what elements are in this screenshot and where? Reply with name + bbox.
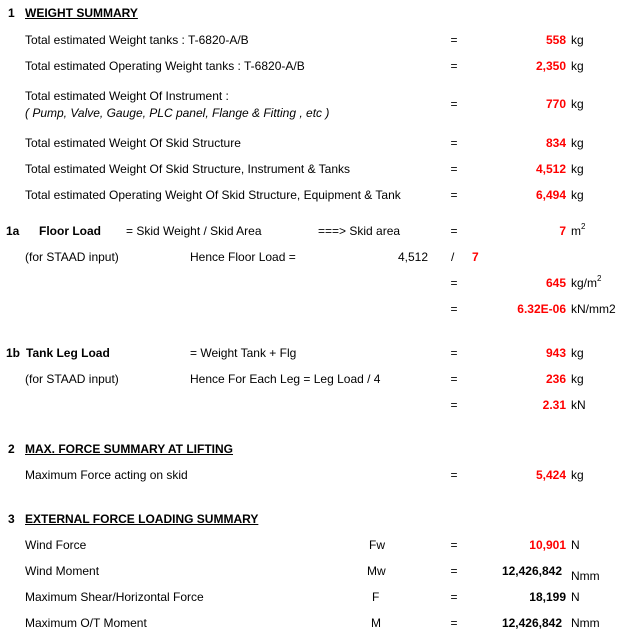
row-value: 558 <box>545 33 566 47</box>
row-label: Total estimated Operating Weight Of Skid Structure, Equipment & Tank <box>25 188 401 202</box>
force-label: Wind Force <box>25 538 87 552</box>
section-3-title: EXTERNAL FORCE LOADING SUMMARY <box>25 512 259 526</box>
force-value: 12,426,842 <box>501 616 562 630</box>
force-symbol: Mw <box>367 564 386 578</box>
equals-sign: = <box>450 33 458 47</box>
hence-floor-load: Hence Floor Load = <box>190 250 296 264</box>
floor-load-numerator: 4,512 <box>398 250 429 264</box>
tank-load-unit: kg <box>571 346 584 360</box>
force-unit: N <box>571 538 580 552</box>
row-unit: kg <box>571 162 584 176</box>
row-label: Total estimated Weight tanks : T-6820-A/B <box>25 33 249 47</box>
section-1a-title: Floor Load <box>39 224 101 238</box>
force-label: Maximum O/T Moment <box>25 616 147 630</box>
equals-sign: = <box>450 59 458 73</box>
section-1b-title: Tank Leg Load <box>26 346 110 360</box>
equals-sign: = <box>450 616 458 630</box>
leg-load-value: 236 <box>545 372 566 386</box>
equals-sign: = <box>450 468 458 482</box>
force-unit: Nmm <box>571 616 600 630</box>
section-3-number: 3 <box>8 512 15 526</box>
section-1-number: 1 <box>8 6 15 20</box>
section-1-title: WEIGHT SUMMARY <box>25 6 138 20</box>
skid-area-unit: $m^2$ <box>571 222 586 238</box>
staad-note: (for STAAD input) <box>25 372 119 386</box>
equals-sign: = <box>450 538 458 552</box>
row-sublabel: ( Pump, Valve, Gauge, PLC panel, Flange & Fitting , etc ) <box>25 106 330 120</box>
equals-sign: = <box>450 398 458 412</box>
equals-sign: = <box>450 276 458 290</box>
force-symbol: F <box>372 590 380 604</box>
force-label: Wind Moment <box>25 564 100 578</box>
section-1a-number: 1a <box>6 224 20 238</box>
division-slash: / <box>451 250 455 264</box>
section-2-title: MAX. FORCE SUMMARY AT LIFTING <box>25 442 233 456</box>
equals-sign: = <box>450 346 458 360</box>
row-label: Total estimated Operating Weight tanks : T-6820-A/B <box>25 59 305 73</box>
force-value: 10,901 <box>529 538 566 552</box>
leg-load-unit: kg <box>571 372 584 386</box>
force-symbol: Fw <box>369 538 385 552</box>
row-value: 770 <box>545 97 566 111</box>
row-unit: kg <box>571 136 584 150</box>
skid-area-arrow: ===> Skid area <box>318 224 401 238</box>
floor-load-denominator: 7 <box>472 250 479 264</box>
skid-area-value: 7 <box>559 224 566 238</box>
force-unit: Nmm <box>571 569 600 583</box>
row-value: 2,350 <box>535 59 566 73</box>
row-unit: kg <box>571 33 584 47</box>
staad-note: (for STAAD input) <box>25 250 119 264</box>
force-symbol: M <box>371 616 381 630</box>
force-unit: N <box>571 590 580 604</box>
force-value: 18,199 <box>529 590 566 604</box>
floor-load-value: 645 <box>545 276 566 290</box>
equals-sign: = <box>450 302 458 316</box>
floor-load-unit: $kg/m^2$ <box>571 274 602 290</box>
leg-load-value-kn: 2.31 <box>542 398 566 412</box>
row-label: Total estimated Weight Of Skid Structure <box>25 136 241 150</box>
equals-sign: = <box>450 188 458 202</box>
force-value: 12,426,842 <box>501 564 562 578</box>
tank-leg-formula: = Weight Tank + Flg <box>190 346 297 360</box>
row-label: Total estimated Weight Of Skid Structure, Instrument & Tanks <box>25 162 351 176</box>
equals-sign: = <box>450 136 458 150</box>
section-2-number: 2 <box>8 442 15 456</box>
row-unit: kg <box>571 59 584 73</box>
equals-sign: = <box>450 224 458 238</box>
max-force-label: Maximum Force acting on skid <box>25 468 188 482</box>
tank-load-value: 943 <box>545 346 566 360</box>
max-force-value: 5,424 <box>535 468 566 482</box>
equals-sign: = <box>450 97 458 111</box>
equals-sign: = <box>450 162 458 176</box>
row-value: 834 <box>545 136 566 150</box>
floor-load-formula: = Skid Weight / Skid Area <box>126 224 262 238</box>
equals-sign: = <box>450 590 458 604</box>
force-label: Maximum Shear/Horizontal Force <box>25 590 204 604</box>
row-label: Total estimated Weight Of Instrument : <box>25 89 229 103</box>
hence-each-leg: Hence For Each Leg = Leg Load / 4 <box>190 372 381 386</box>
row-unit: kg <box>571 97 584 111</box>
row-value: 6,494 <box>535 188 566 202</box>
section-1b-number: 1b <box>6 346 21 360</box>
row-value: 4,512 <box>535 162 566 176</box>
leg-load-unit-kn: kN <box>571 398 586 412</box>
max-force-unit: kg <box>571 468 584 482</box>
floor-load-value-kn: 6.32E-06 <box>517 302 566 316</box>
equals-sign: = <box>450 564 458 578</box>
row-unit: kg <box>571 188 584 202</box>
equals-sign: = <box>450 372 458 386</box>
floor-load-unit-kn: kN/mm2 <box>571 302 616 316</box>
